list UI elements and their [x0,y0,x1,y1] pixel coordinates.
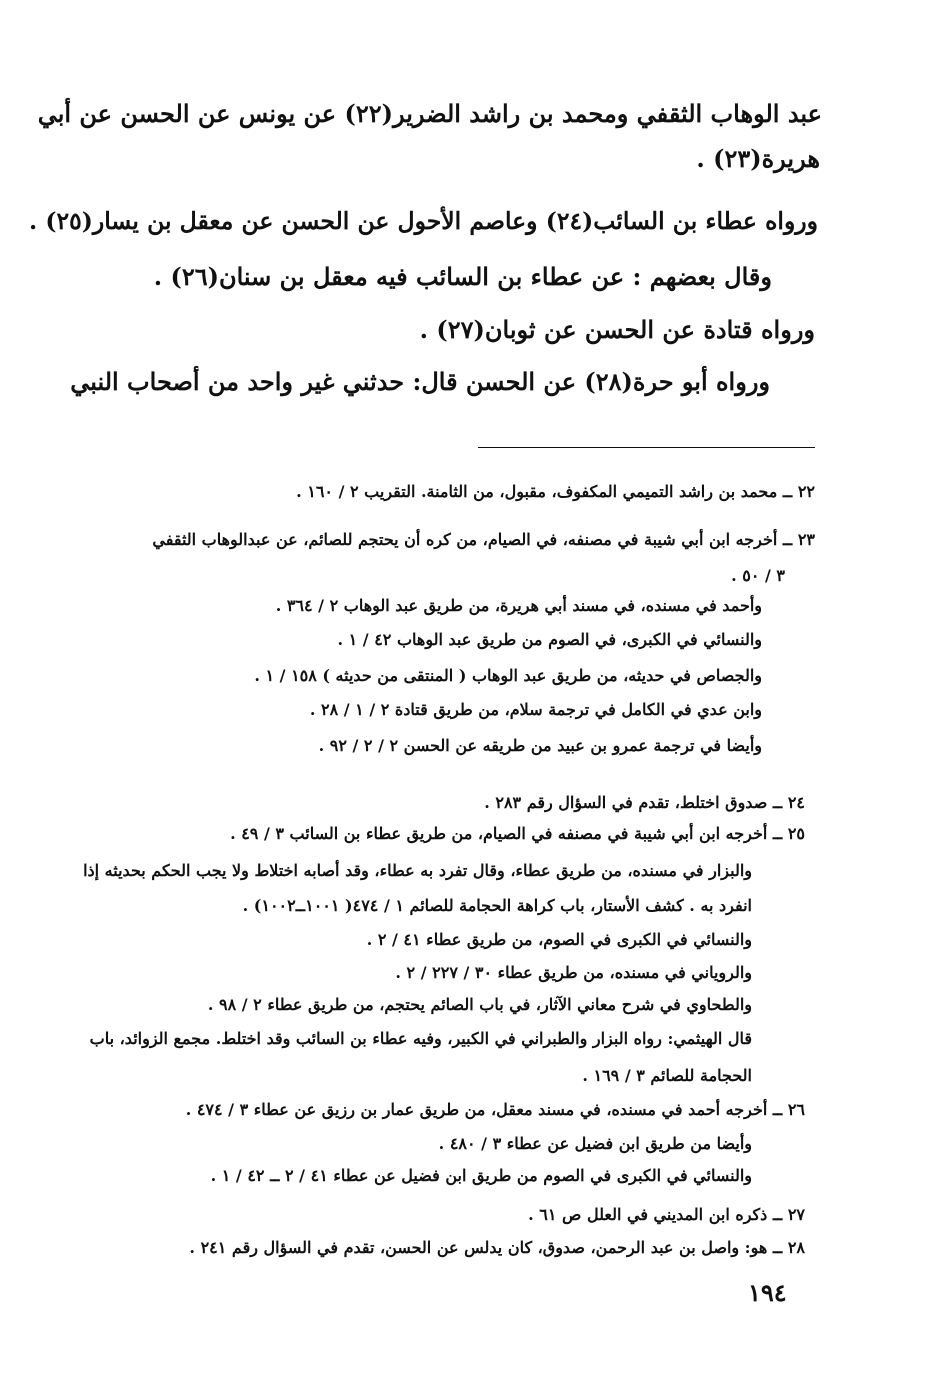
main-text-line: ورواه قتادة عن الحسن عن ثوبان(٢٧) . [419,315,815,344]
footnote-line: والنسائي في الكبرى، في الصوم من طريق عبد الوهاب ٤٢ / ١ . [337,630,762,649]
footnote-line: وأيضا من طريق ابن فضيل عن عطاء ٣ / ٤٨٠ . [438,1134,752,1153]
footnote-line: انفرد به . كشف الأستار، باب كراهة الحجامة للصائم ١ / ٤٧٤( ١٠٠١ــ١٠٠٢) . [242,896,752,915]
footnote-line: والطحاوي في شرح معاني الآثار، في باب الصائم يحتجم، من طريق عطاء ٢ / ٩٨ . [207,995,752,1014]
footnote-line: والجصاص في حديثه، من طريق عبد الوهاب ( المنتقى من حديثه ) ١٥٨ / ١ . [254,666,762,685]
footnote-line: والروياني في مسنده، من طريق عطاء ٣٠ / ٢٢٧ / ٢ . [395,963,752,982]
footnote-line: ٢٥ ــ أخرجه ابن أبي شيبة في مصنفه في الصيام، من طريق عطاء بن السائب ٣ / ٤٩ . [230,824,805,843]
footnote-line: وأيضا في ترجمة عمرو بن عبيد من طريقه عن الحسن ٢ / ٢ / ٩٢ . [318,736,762,755]
footnote-line: وأحمد في مسنده، في مسند أبي هريرة، من طريق عبد الوهاب ٢ / ٣٦٤ . [275,596,762,615]
footnote-line: ٢٨ ــ هو: واصل بن عبد الرحمن، صدوق، كان يدلس عن الحسن، تقدم في السؤال رقم ٢٤١ . [189,1238,805,1257]
footnote-line: والنسائي في الكبرى في الصوم من طريق ابن فضيل عن عطاء ٤١ / ٢ ــ ٤٢ / ١ . [210,1166,752,1185]
footnote-line: والبزار في مسنده، من طريق عطاء، وقال تفرد به عطاء، وقد أصابه اختلاط ولا يجب الحكم بحديثه إذا [83,861,752,880]
footnote-line: ٢٤ ــ صدوق اختلط، تقدم في السؤال رقم ٢٨٣ . [484,793,805,812]
footnote-line: قال الهيثمي: رواه البزار والطبراني في الكبير، وفيه عطاء بن السائب وقد اختلط. مجمع الزوائد، باب [89,1029,752,1048]
main-text-line: هريرة(٢٣) . [696,144,820,173]
footnote-line: الحجامة للصائم ٣ / ١٦٩ . [582,1066,752,1085]
main-text-line: وقال بعضهم : عن عطاء بن السائب فيه معقل بن سنان(٢٦) . [153,262,772,291]
footnote-line: ٢٢ ــ محمد بن راشد التميمي المكفوف، مقبول، من الثامنة. التقريب ٢ / ١٦٠ . [296,482,815,501]
footnote-line: ٢٧ ــ ذكره ابن المديني في العلل ص ٦١ . [528,1205,805,1224]
main-text-line: عبد الوهاب الثقفي ومحمد بن راشد الضرير(٢٢) عن يونس عن الحسن عن أبي [37,99,822,128]
footnote-line: ٢٦ ــ أخرجه أحمد في مسنده، في مسند معقل، من طريق عمار بن رزيق عن عطاء ٣ / ٤٧٤ . [185,1100,805,1119]
footnote-line: ٢٣ ــ أخرجه ابن أبي شيبة في مصنفه، في الصيام، من كره أن يحتجم للصائم، عن عبدالوهاب الثقفي [152,530,815,549]
footnote-divider [478,447,815,448]
main-text-line: ورواه أبو حرة(٢٨) عن الحسن قال: حدثني غير واحد من أصحاب النبي [70,367,770,396]
footnote-line: ٣ / ٥٠ . [731,566,785,585]
footnote-line: والنسائي في الكبرى في الصوم، من طريق عطاء ٤١ / ٢ . [366,930,752,949]
main-text-line: ورواه عطاء بن السائب(٢٤) وعاصم الأحول عن الحسن عن معقل بن يسار(٢٥) . [29,207,818,235]
page-number: ١٩٤ [748,1278,787,1307]
footnote-line: وابن عدي في الكامل في ترجمة سلام، من طريق قتادة ٢ / ١ / ٢٨ . [309,700,762,719]
